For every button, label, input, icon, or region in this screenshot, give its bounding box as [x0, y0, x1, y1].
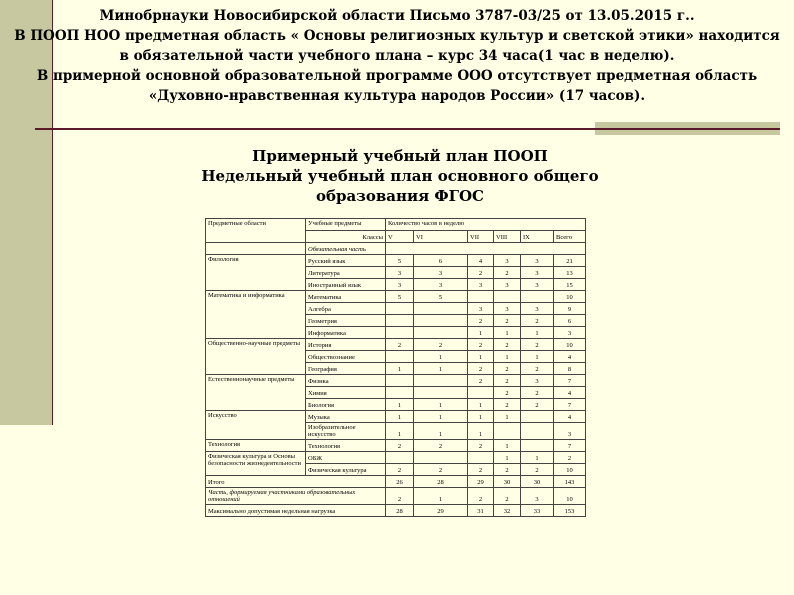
header-text — [0, 6, 794, 106]
grade-header: V — [386, 231, 414, 243]
grade-header: VI — [414, 231, 468, 243]
hours-cell — [386, 351, 414, 363]
hours-cell: 2 — [521, 315, 554, 327]
hours-cell: 2 — [521, 399, 554, 411]
grade-header: VII — [468, 231, 494, 243]
hours-cell: 6 — [554, 315, 586, 327]
subject-name: Изобразительное искусство — [306, 423, 386, 440]
hours-cell: 2 — [521, 339, 554, 351]
hours-cell: 2 — [494, 488, 521, 505]
hours-cell: 1 — [468, 351, 494, 363]
header-area: Предметные области — [206, 219, 306, 243]
totals-row — [206, 505, 586, 517]
subject-name: Литература — [306, 267, 386, 279]
hours-cell: 1 — [494, 351, 521, 363]
header-subject: Учебные предметы — [306, 219, 386, 231]
hours-cell — [468, 387, 494, 399]
subject-name: Химия — [306, 387, 386, 399]
hours-cell — [468, 291, 494, 303]
subject-name: История — [306, 339, 386, 351]
subject-name: География — [306, 363, 386, 375]
hours-cell: 2 — [494, 267, 521, 279]
hours-cell: 29 — [468, 476, 494, 488]
subject-area: Естественнонаучные предметы — [206, 375, 306, 411]
hours-cell — [494, 291, 521, 303]
header-hours: Количество часов в неделю — [386, 219, 586, 231]
hours-cell: 3 — [468, 303, 494, 315]
hours-cell: 8 — [554, 363, 586, 375]
hours-cell: 2 — [468, 440, 494, 452]
hours-cell — [521, 423, 554, 440]
hours-cell: 3 — [521, 267, 554, 279]
mandatory-label: Обязательная часть — [306, 243, 386, 255]
hours-cell — [414, 303, 468, 315]
hours-cell: 31 — [468, 505, 494, 517]
title-line: Недельный учебный план основного общего — [201, 167, 599, 185]
hours-cell: 1 — [414, 399, 468, 411]
hours-cell: 1 — [521, 452, 554, 464]
hours-cell: 2 — [468, 375, 494, 387]
subject-area: Технология — [206, 440, 306, 452]
hours-cell: 1 — [386, 363, 414, 375]
hours-cell: 2 — [494, 399, 521, 411]
hours-cell: 28 — [414, 476, 468, 488]
hours-cell — [386, 327, 414, 339]
hours-cell: 21 — [554, 255, 586, 267]
hours-cell: 2 — [468, 267, 494, 279]
header-line: В ПООП НОО предметная область « Основы религиозных культур и светской этики» находится — [14, 28, 780, 44]
subject-name: Обществознание — [306, 351, 386, 363]
table-row — [206, 255, 586, 267]
header-line: «Духовно-нравственная культура народов России» (17 часов). — [148, 88, 646, 104]
hours-cell — [414, 315, 468, 327]
hours-cell: 5 — [386, 291, 414, 303]
hours-cell: 3 — [494, 303, 521, 315]
subject-name: Алгебра — [306, 303, 386, 315]
subject-name: Информатика — [306, 327, 386, 339]
hours-cell — [521, 411, 554, 423]
empty — [386, 243, 586, 255]
hours-cell: 2 — [468, 339, 494, 351]
hours-cell: 3 — [521, 303, 554, 315]
hours-cell: 3 — [521, 488, 554, 505]
table-row — [206, 291, 586, 303]
hours-cell: 3 — [414, 279, 468, 291]
hours-cell: 7 — [554, 440, 586, 452]
hours-cell: 1 — [386, 411, 414, 423]
subject-name: Математика — [306, 291, 386, 303]
hours-cell: 3 — [554, 327, 586, 339]
hours-cell: 2 — [386, 464, 414, 476]
hours-cell: 15 — [554, 279, 586, 291]
table-row — [206, 440, 586, 452]
hours-cell: 13 — [554, 267, 586, 279]
grade-header: VIII — [494, 231, 521, 243]
hours-cell: 3 — [494, 255, 521, 267]
curriculum-table — [205, 218, 586, 517]
hours-cell: 2 — [414, 464, 468, 476]
hours-cell: 28 — [386, 505, 414, 517]
grade-header: IX — [521, 231, 554, 243]
hours-cell — [414, 387, 468, 399]
hours-cell: 3 — [521, 255, 554, 267]
hours-cell: 153 — [554, 505, 586, 517]
hours-cell — [386, 375, 414, 387]
hours-cell: 2 — [521, 387, 554, 399]
hours-cell: 1 — [494, 452, 521, 464]
subject-area: Математика и информатика — [206, 291, 306, 339]
hours-cell: 2 — [386, 339, 414, 351]
grade-header: Всего — [554, 231, 586, 243]
totals-label: Часть, формируемая участниками образовательных отношений — [206, 488, 386, 505]
hours-cell: 33 — [521, 505, 554, 517]
hours-cell — [414, 452, 468, 464]
hours-cell: 2 — [521, 464, 554, 476]
hours-cell: 30 — [521, 476, 554, 488]
hours-cell: 26 — [386, 476, 414, 488]
table-row — [206, 411, 586, 423]
subject-name: Геометрия — [306, 315, 386, 327]
subject-name: Физическая культура — [306, 464, 386, 476]
hours-cell: 7 — [554, 375, 586, 387]
hours-cell: 1 — [494, 411, 521, 423]
subject-name: Биология — [306, 399, 386, 411]
header-line: Минобрнауки Новосибирской области Письмо 3787-03/25 от 13.05.2015 г.. — [99, 8, 695, 24]
subject-name: Русский язык — [306, 255, 386, 267]
hours-cell: 2 — [554, 452, 586, 464]
totals-label: Итого — [206, 476, 386, 488]
subject-name: Иностранный язык — [306, 279, 386, 291]
hours-cell: 1 — [414, 351, 468, 363]
hours-cell: 3 — [386, 279, 414, 291]
title-line: Примерный учебный план ПООП — [252, 147, 548, 165]
header-row — [206, 219, 586, 231]
hours-cell — [386, 303, 414, 315]
hours-cell: 3 — [521, 375, 554, 387]
hours-cell: 3 — [414, 267, 468, 279]
hours-cell: 1 — [414, 411, 468, 423]
hours-cell: 10 — [554, 291, 586, 303]
hours-cell — [521, 291, 554, 303]
hours-cell: 1 — [386, 423, 414, 440]
hours-cell: 3 — [468, 279, 494, 291]
hours-cell: 1 — [414, 363, 468, 375]
hours-cell: 1 — [468, 423, 494, 440]
hours-cell: 1 — [494, 440, 521, 452]
hours-cell: 10 — [554, 339, 586, 351]
hours-cell: 143 — [554, 476, 586, 488]
hours-cell — [468, 452, 494, 464]
hours-cell: 2 — [494, 387, 521, 399]
hours-cell: 2 — [494, 464, 521, 476]
subject-area: Физическая культура и Основы безопасности жизнедеятельности — [206, 452, 306, 476]
hours-cell: 10 — [554, 488, 586, 505]
header-line: В примерной основной образовательной программе ООО отсутствует предметная область — [36, 68, 758, 84]
hours-cell: 2 — [414, 440, 468, 452]
hours-cell: 2 — [386, 440, 414, 452]
hours-cell: 2 — [494, 363, 521, 375]
hours-cell: 4 — [554, 387, 586, 399]
hours-cell: 4 — [554, 351, 586, 363]
hours-cell: 29 — [414, 505, 468, 517]
hours-cell: 2 — [468, 464, 494, 476]
hours-cell: 3 — [554, 423, 586, 440]
subject-name: Физика — [306, 375, 386, 387]
empty — [206, 243, 306, 255]
hours-cell: 7 — [554, 399, 586, 411]
subject-name: ОБЖ — [306, 452, 386, 464]
hours-cell: 2 — [468, 315, 494, 327]
hours-cell: 1 — [414, 423, 468, 440]
subject-area: Общественно-научные предметы — [206, 339, 306, 375]
hours-cell: 2 — [494, 339, 521, 351]
subject-name: Технология — [306, 440, 386, 452]
hours-cell: 5 — [414, 291, 468, 303]
subject-area: Филология — [206, 255, 306, 291]
table-row — [206, 339, 586, 351]
subject-name: Музыка — [306, 411, 386, 423]
hours-cell: 1 — [521, 327, 554, 339]
hours-cell: 4 — [554, 411, 586, 423]
hours-cell: 3 — [521, 279, 554, 291]
hours-cell — [386, 452, 414, 464]
header-line: в обязательной части учебного плана – курс 34 часа(1 час в неделю). — [119, 48, 675, 64]
table-row — [206, 452, 586, 464]
totals-row — [206, 476, 586, 488]
hours-cell: 1 — [468, 327, 494, 339]
totals-row — [206, 488, 586, 505]
hours-cell — [521, 440, 554, 452]
hours-cell: 3 — [494, 279, 521, 291]
hours-cell: 4 — [468, 255, 494, 267]
hours-cell: 1 — [414, 488, 468, 505]
totals-label: Максимально допустимая недельная нагрузка — [206, 505, 386, 517]
hours-cell: 1 — [521, 351, 554, 363]
table-row — [206, 375, 586, 387]
hours-cell: 5 — [386, 255, 414, 267]
hours-cell: 1 — [386, 399, 414, 411]
hours-cell — [414, 375, 468, 387]
hours-cell: 2 — [521, 363, 554, 375]
hours-cell — [386, 387, 414, 399]
hours-cell: 2 — [468, 488, 494, 505]
header-classes: Классы — [306, 231, 386, 243]
hours-cell — [386, 315, 414, 327]
hours-cell: 9 — [554, 303, 586, 315]
divider — [35, 128, 780, 130]
hours-cell: 1 — [468, 411, 494, 423]
hours-cell: 1 — [468, 399, 494, 411]
hours-cell: 2 — [494, 375, 521, 387]
hours-cell: 30 — [494, 476, 521, 488]
hours-cell — [494, 423, 521, 440]
hours-cell: 32 — [494, 505, 521, 517]
hours-cell: 2 — [468, 363, 494, 375]
hours-cell — [414, 327, 468, 339]
hours-cell: 10 — [554, 464, 586, 476]
page-title — [200, 146, 600, 206]
hours-cell: 1 — [494, 327, 521, 339]
hours-cell: 2 — [494, 315, 521, 327]
hours-cell: 2 — [386, 488, 414, 505]
hours-cell: 2 — [414, 339, 468, 351]
title-line: образования ФГОС — [316, 187, 484, 205]
hours-cell: 3 — [386, 267, 414, 279]
hours-cell: 6 — [414, 255, 468, 267]
subject-area: Искусство — [206, 411, 306, 440]
